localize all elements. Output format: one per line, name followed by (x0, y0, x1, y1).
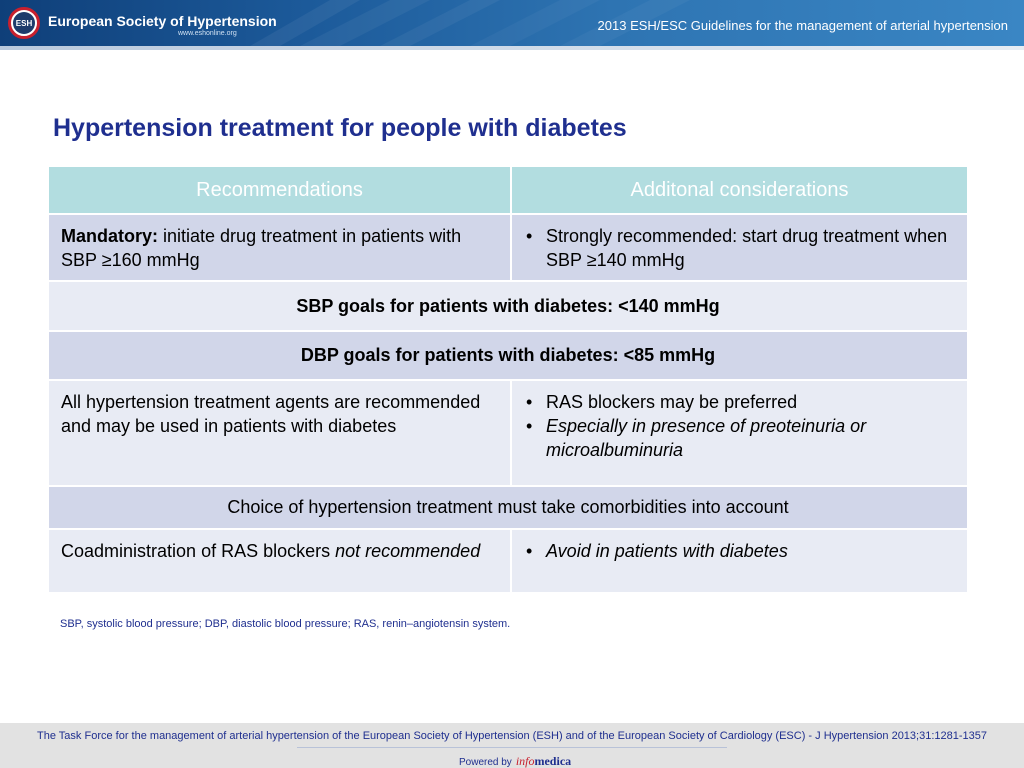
org-name: European Society of Hypertension (48, 13, 277, 29)
list-item (524, 539, 955, 563)
esh-logo-text: ESH (13, 12, 35, 34)
not-recommended-label: not recommended (335, 541, 481, 561)
comorbidities-note: Choice of hypertension treatment must take comorbidities into account (48, 486, 968, 529)
sbp-goal: SBP goals for patients with diabetes: <140 mmHg (48, 281, 968, 331)
bullet-glyph: • (526, 416, 533, 436)
table-row (48, 529, 968, 593)
header-underline (0, 46, 1024, 50)
table-header-row (48, 166, 968, 214)
recommendations-table (47, 165, 969, 594)
footer-bar (0, 723, 1024, 768)
powered-by (459, 754, 571, 768)
dbp-goal: DBP goals for patients with diabetes: <85 mmHg (48, 331, 968, 380)
row1-recommendation (48, 214, 511, 281)
footer-divider (297, 747, 727, 748)
table-row (48, 281, 968, 331)
row4-consideration-text-1: RAS blockers may be preferred (546, 392, 798, 412)
row4-consideration-text-2: Especially in presence of preoteinuria or microalbuminuria (546, 416, 867, 460)
footer-citation: The Task Force for the management of arterial hypertension of the European Society of Hypertension (ESH) and of the European Society of Cardiology (ESC) - J Hypertension 2013;31:1281-1357 (37, 730, 987, 742)
row6-consideration (511, 529, 968, 593)
row4-recommendation: All hypertension treatment agents are recommended and may be used in patients with diabetes (48, 380, 511, 486)
row6-recommendation-text: Coadministration of RAS blockers (61, 541, 336, 561)
abbreviations-footnote: SBP, systolic blood pressure; DBP, diastolic blood pressure; RAS, renin–angiotensin system. (60, 618, 511, 630)
mandatory-label: Mandatory: (61, 226, 159, 246)
table-row (48, 380, 968, 486)
header-title: 2013 ESH/ESC Guidelines for the management of arterial hypertension (597, 18, 1008, 33)
header-additional-considerations: Additonal considerations (511, 166, 968, 214)
powered-by-label: Powered by (459, 757, 512, 768)
org-url: www.eshonline.org (178, 30, 237, 37)
esh-logo (8, 7, 40, 39)
row1-consideration (511, 214, 968, 281)
table-row (48, 331, 968, 380)
row6-recommendation (48, 529, 511, 593)
header-bar (0, 0, 1024, 46)
table-row (48, 486, 968, 529)
list-item (524, 224, 955, 272)
bullet-glyph: • (526, 392, 533, 412)
row6-consideration-text: Avoid in patients with diabetes (546, 541, 788, 561)
list-item (524, 390, 955, 414)
header-recommendations: Recommendations (48, 166, 511, 214)
brand-info-text: info (515, 754, 535, 768)
row1-consideration-text: Strongly recommended: start drug treatment when SBP ≥140 mmHg (546, 226, 948, 270)
table-row (48, 214, 968, 281)
bullet-glyph: • (526, 541, 533, 561)
list-item (524, 414, 955, 462)
infomedica-logo (516, 754, 571, 768)
slide-title: Hypertension treatment for people with diabetes (53, 114, 627, 142)
row1-recommendation-text: initiate drug treatment in patients with SBP ≥160 mmHg (61, 226, 462, 270)
bullet-glyph: • (526, 226, 533, 246)
brand-medica-text: medica (534, 754, 572, 768)
row4-consideration (511, 380, 968, 486)
